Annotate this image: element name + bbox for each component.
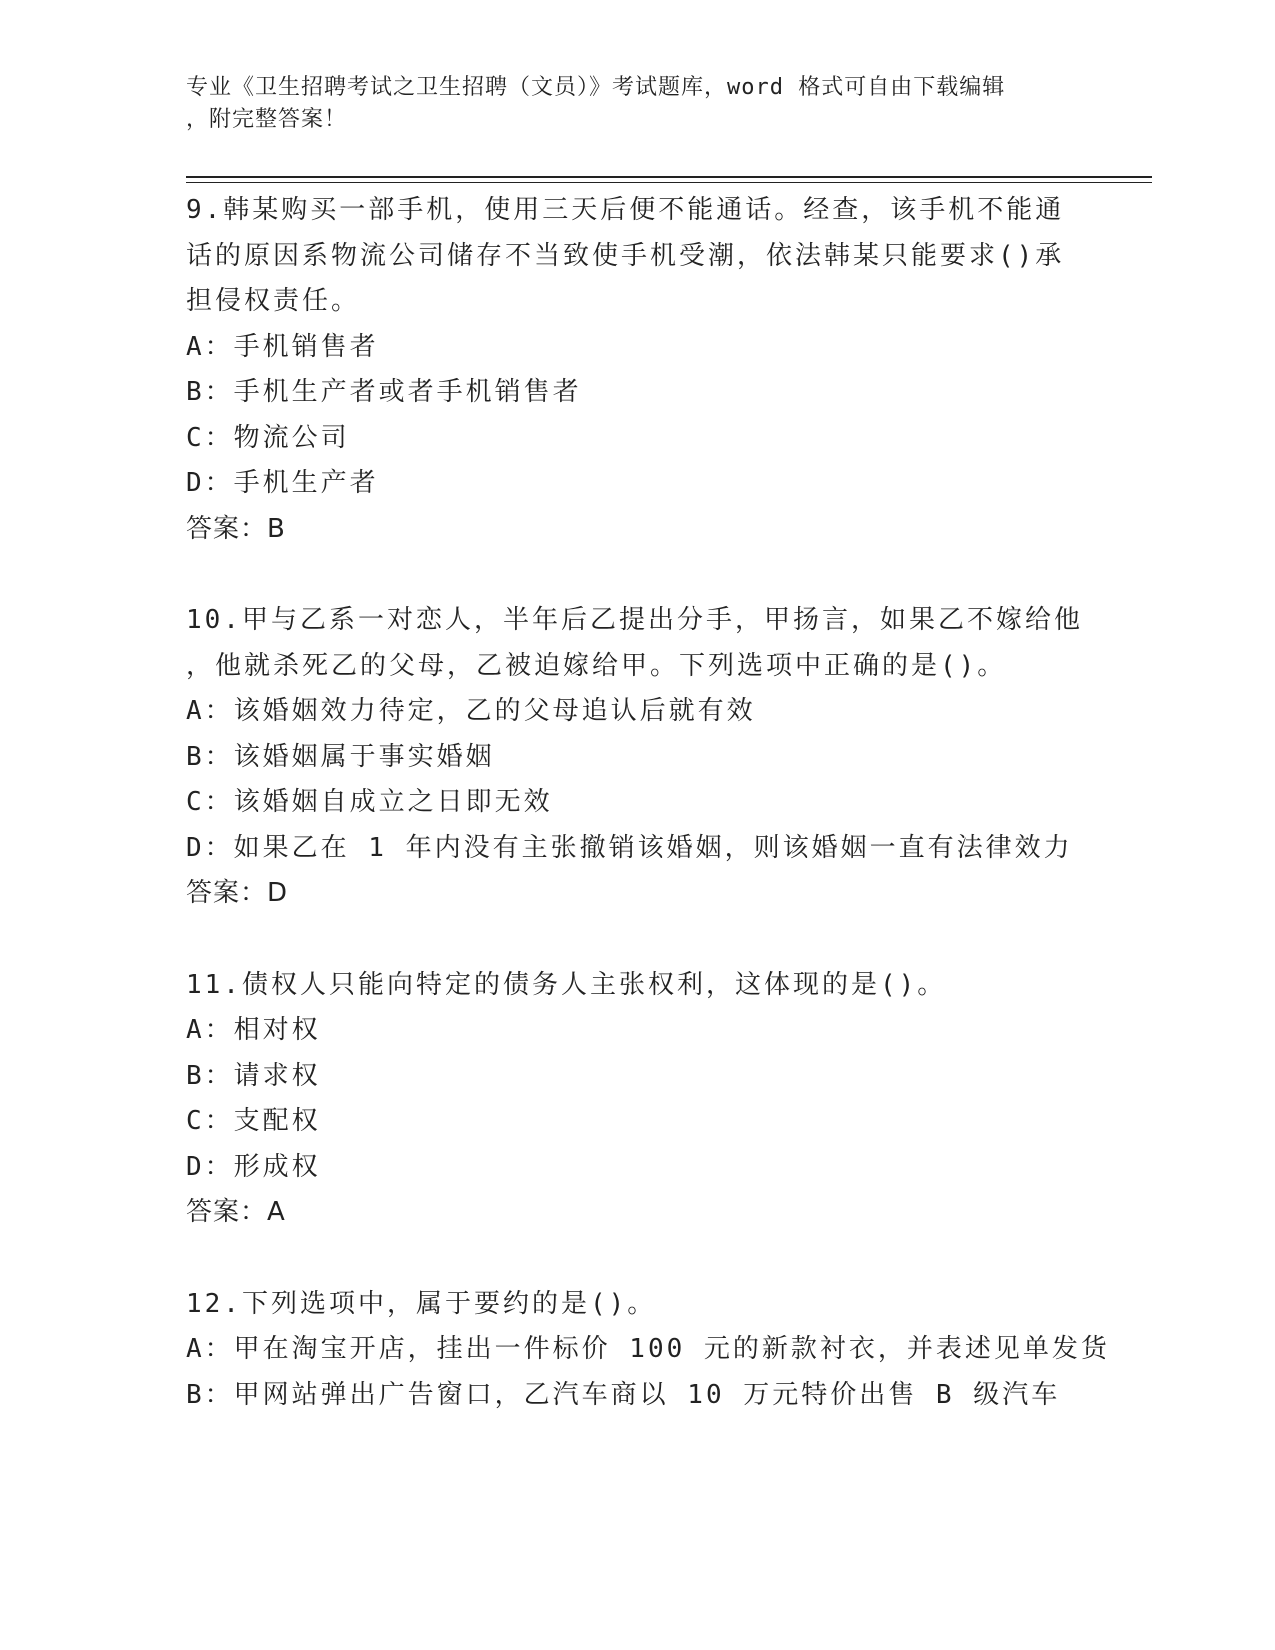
- answer-line: 答案：B: [186, 513, 286, 544]
- question-11: [186, 963, 1086, 1236]
- option-b: B：该婚姻属于事实婚姻: [186, 741, 495, 772]
- option-b: B：请求权: [186, 1060, 321, 1091]
- answer-line: 答案：A: [186, 1197, 286, 1227]
- option-c: C：物流公司: [186, 422, 350, 453]
- option-b: B：手机生产者或者手机销售者: [186, 377, 582, 407]
- option-d: D：手机生产者: [186, 468, 379, 498]
- header-divider-thin: [186, 182, 1152, 183]
- option-d: D：如果乙在 1 年内没有主张撤销该婚姻，则该婚姻一直有法律效力: [186, 832, 1073, 863]
- question-stem: 10.甲与乙系一对恋人，半年后乙提出分手，甲扬言，如果乙不嫁给他: [186, 605, 1083, 635]
- option-b: B：甲网站弹出广告窗口，乙汽车商以 10 万元特价出售 B 级汽车: [186, 1379, 1061, 1410]
- header-line-2: ，附完整答案！: [186, 107, 348, 132]
- header-line-1: 专业《卫生招聘考试之卫生招聘（文员）》考试题库，word 格式可自由下载编辑: [186, 75, 1006, 100]
- option-a: A：手机销售者: [186, 331, 379, 362]
- question-10: [186, 598, 1086, 917]
- option-c: C：该婚姻自成立之日即无效: [186, 787, 553, 817]
- document-header: [186, 72, 1086, 136]
- question-9: [186, 188, 1086, 552]
- answer-line: 答案：D: [186, 878, 289, 908]
- question-stem: ，他就杀死乙的父母，乙被迫嫁给甲。下列选项中正确的是()。: [186, 650, 1007, 681]
- option-a: A：相对权: [186, 1015, 321, 1045]
- option-a: A：甲在淘宝开店，挂出一件标价 100 元的新款衬衣，并表述见单发货: [186, 1334, 1110, 1364]
- question-stem: 话的原因系物流公司储存不当致使手机受潮，依法韩某只能要求()承: [186, 240, 1065, 271]
- header-divider-thick: [186, 176, 1152, 178]
- option-d: D：形成权: [186, 1151, 321, 1182]
- question-stem: 11.债权人只能向特定的债务人主张权利，这体现的是()。: [186, 969, 947, 1000]
- option-c: C：支配权: [186, 1106, 321, 1136]
- question-stem: 9.韩某购买一部手机，使用三天后便不能通话。经查，该手机不能通: [186, 195, 1065, 225]
- question-stem: 担侵权责任。: [186, 286, 361, 316]
- question-12: [186, 1282, 1110, 1419]
- question-stem: 12.下列选项中，属于要约的是()。: [186, 1288, 657, 1319]
- question-list: [186, 188, 1110, 1464]
- option-a: A：该婚姻效力待定，乙的父母追认后就有效: [186, 696, 756, 726]
